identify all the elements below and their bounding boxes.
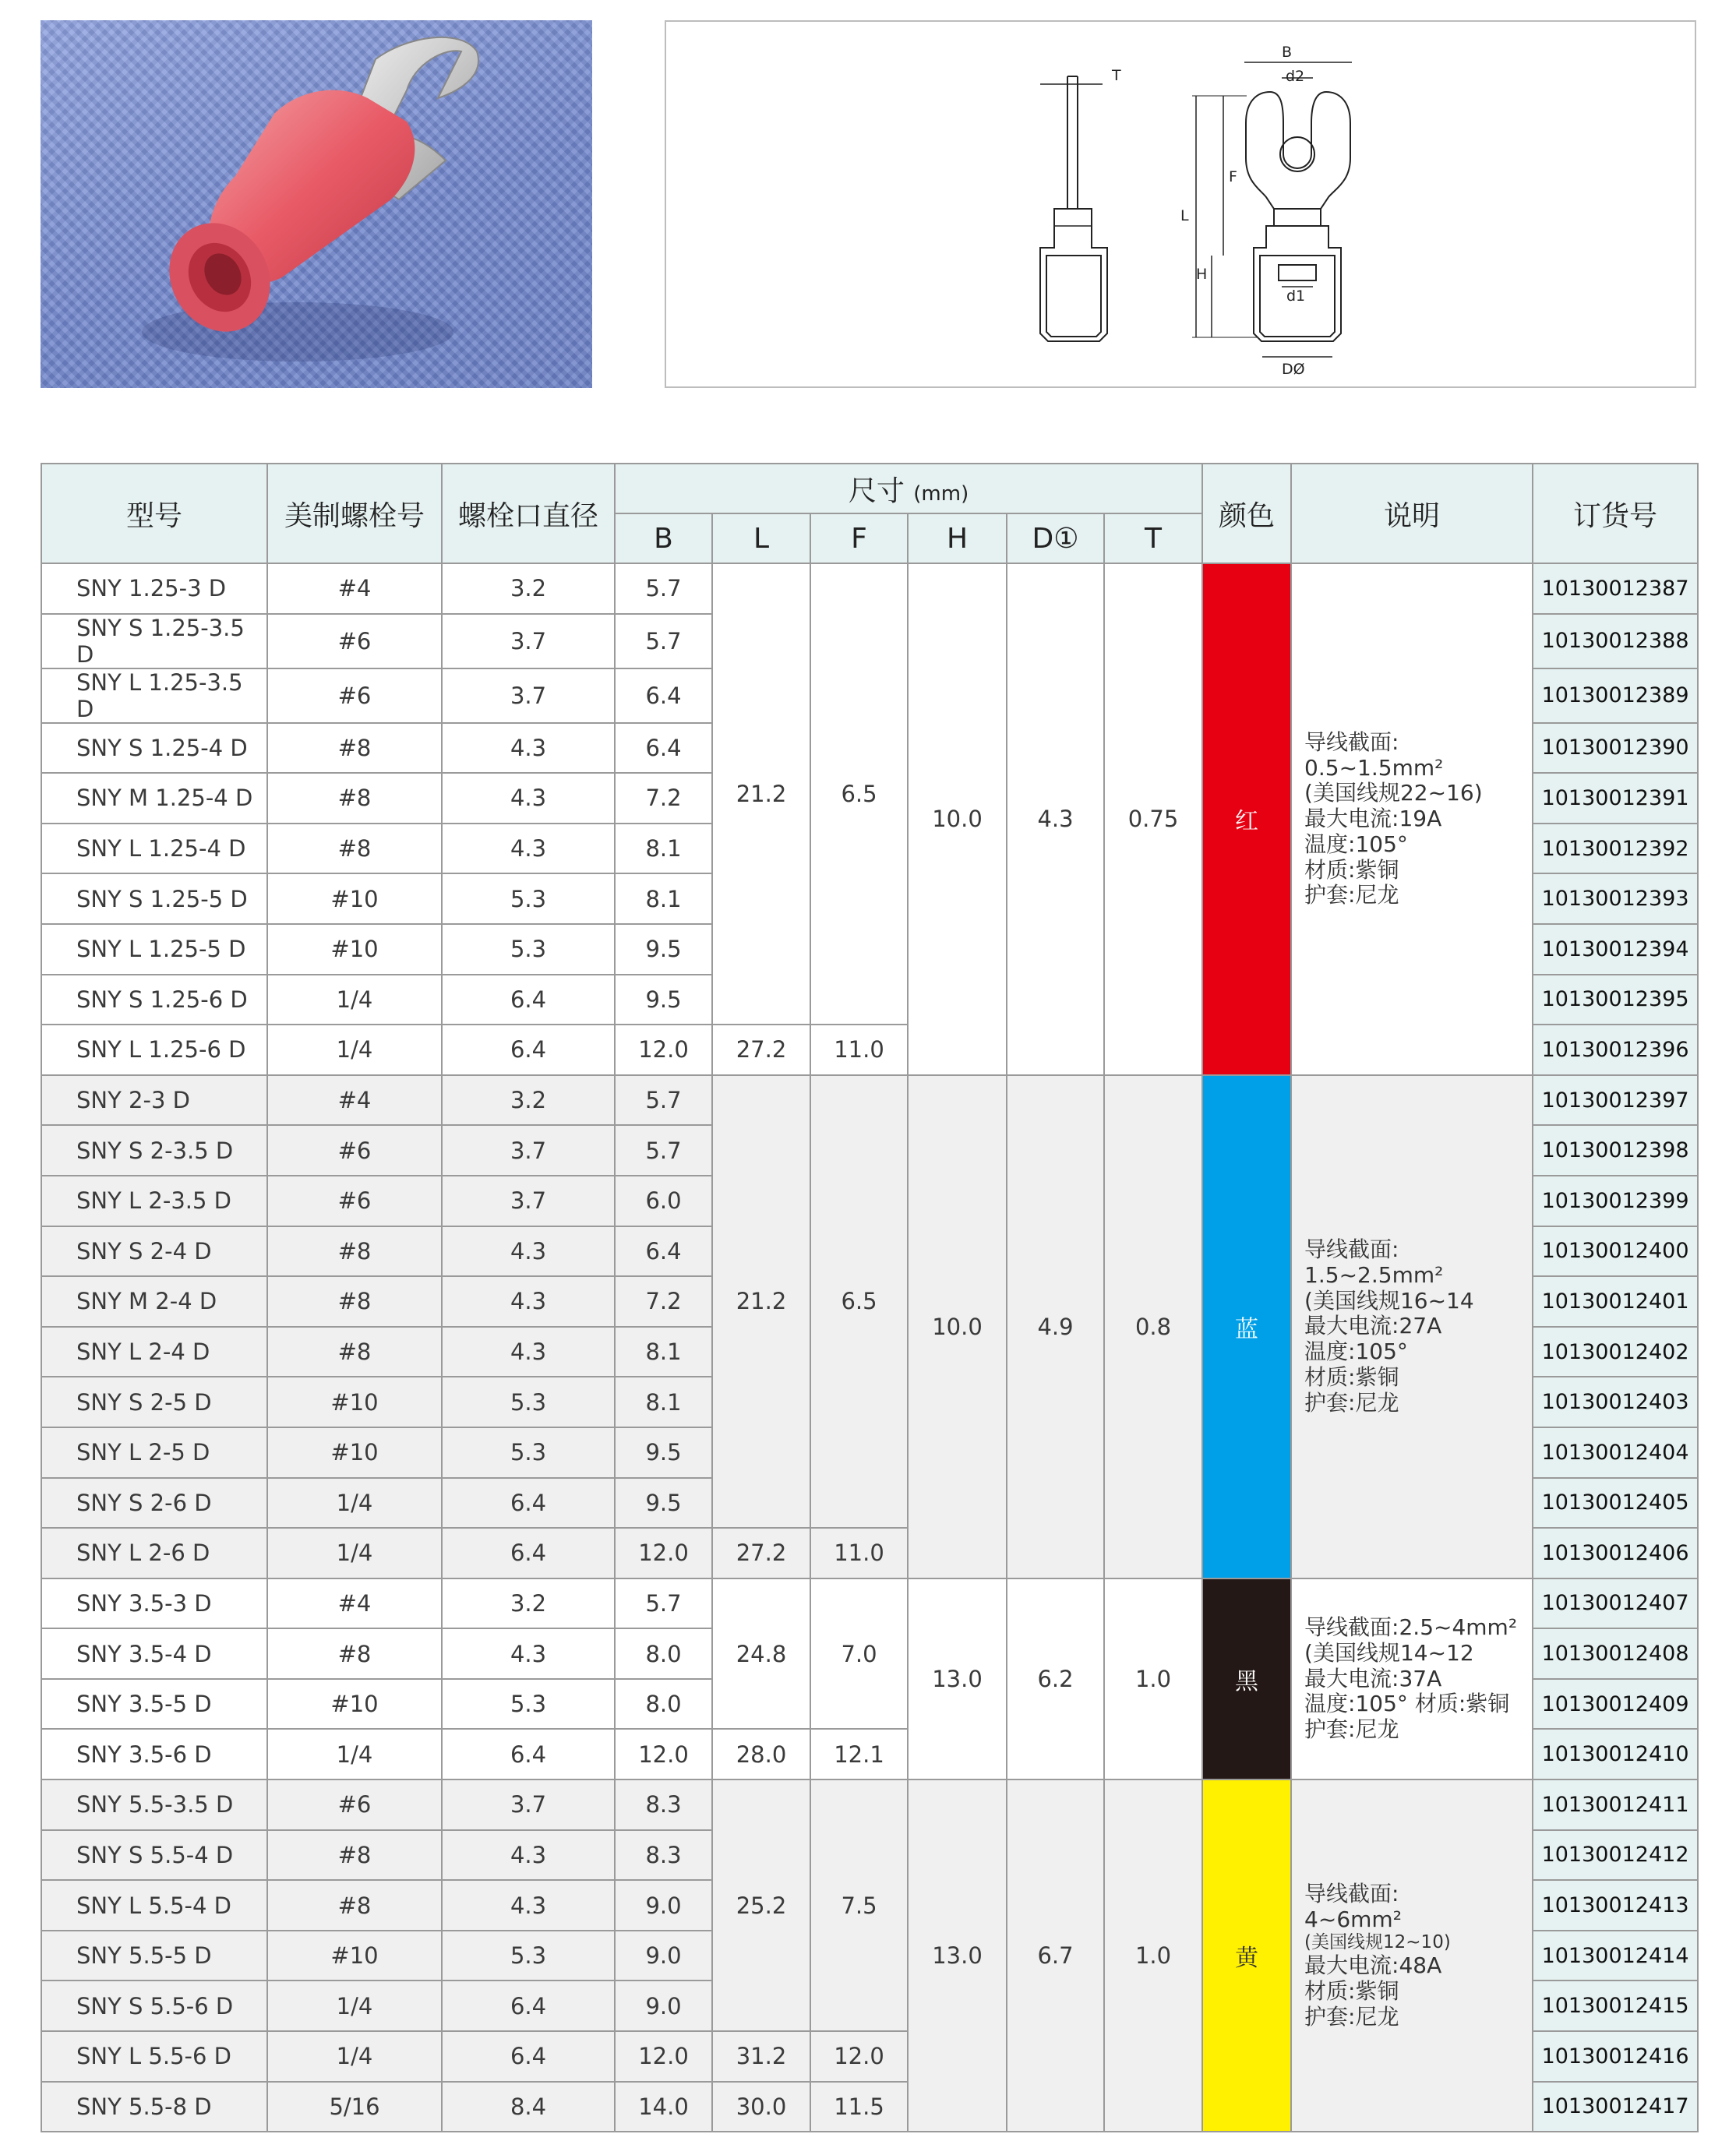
us-bolt-cell: #10 <box>267 1377 442 1427</box>
order-number-cell: 10130012414 <box>1533 1931 1698 1981</box>
bolt-dia-cell: 4.3 <box>442 1226 615 1277</box>
model-cell: SNY 2-3 D <box>41 1075 267 1126</box>
description-line: 温度:105° <box>1304 831 1408 857</box>
dim-B-cell: 8.3 <box>615 1830 712 1881</box>
table-row <box>41 1578 1698 1629</box>
model-cell: SNY S 1.25-5 D <box>41 873 267 924</box>
dim-L-cell: 30.0 <box>712 2082 810 2132</box>
bolt-dia-cell: 4.3 <box>442 723 615 774</box>
bolt-dia-cell: 3.7 <box>442 1176 615 1226</box>
dim-L-cell: 27.2 <box>712 1528 810 1578</box>
dim-B-cell: 12.0 <box>615 1528 712 1578</box>
order-number-cell: 10130012391 <box>1533 773 1698 824</box>
dim-T-cell: 0.8 <box>1104 1075 1202 1578</box>
header-color: 颜色 <box>1202 464 1291 563</box>
dim-H-cell: 10.0 <box>908 563 1007 1075</box>
product-photo <box>41 20 592 388</box>
dim-H-cell: 10.0 <box>908 1075 1007 1578</box>
bolt-dia-cell: 3.7 <box>442 668 615 723</box>
dim-B-cell: 6.4 <box>615 668 712 723</box>
bolt-dia-cell: 3.7 <box>442 1779 615 1830</box>
model-cell: SNY S 1.25-3.5 D <box>41 614 267 668</box>
dim-B-cell: 9.5 <box>615 924 712 975</box>
terminal-dimension-diagram <box>666 22 1698 390</box>
order-number-cell: 10130012394 <box>1533 924 1698 975</box>
us-bolt-cell: #8 <box>267 1830 442 1881</box>
model-cell: SNY S 2-4 D <box>41 1226 267 1277</box>
dim-B-cell: 9.5 <box>615 1427 712 1478</box>
dim-B-cell: 7.2 <box>615 1276 712 1327</box>
us-bolt-cell: 1/4 <box>267 1478 442 1529</box>
label-d2: d2 <box>1286 68 1305 85</box>
description-line: 1.5~2.5mm² <box>1304 1261 1444 1288</box>
header-bolt-dia: 螺栓口直径 <box>442 464 615 563</box>
dim-F-cell: 7.0 <box>810 1578 908 1730</box>
bolt-dia-cell: 6.4 <box>442 1981 615 2031</box>
dim-B-cell: 8.1 <box>615 824 712 874</box>
header-dimensions <box>615 464 1202 513</box>
dim-B-cell: 6.0 <box>615 1176 712 1226</box>
model-cell: SNY 3.5-5 D <box>41 1679 267 1730</box>
model-cell: SNY M 2-4 D <box>41 1276 267 1327</box>
description-line: 最大电流:48A <box>1304 1952 1442 1979</box>
bolt-dia-cell: 5.3 <box>442 873 615 924</box>
description-cell <box>1291 1075 1533 1578</box>
dim-B-cell: 5.7 <box>615 563 712 614</box>
bolt-dia-cell: 6.4 <box>442 1478 615 1529</box>
label-B: B <box>1282 44 1293 61</box>
order-number-cell: 10130012411 <box>1533 1779 1698 1830</box>
dim-B-cell: 5.7 <box>615 1125 712 1176</box>
label-L: L <box>1180 207 1189 224</box>
bolt-dia-cell: 6.4 <box>442 1528 615 1578</box>
dim-B-cell: 8.1 <box>615 1327 712 1377</box>
dim-D-cell: 6.2 <box>1007 1578 1104 1779</box>
description-line: 温度:105° 材质:紫铜 <box>1304 1691 1510 1717</box>
description-line: (美国线规16~14 <box>1304 1287 1474 1314</box>
us-bolt-cell: #10 <box>267 1931 442 1981</box>
header-us-bolt: 美制螺栓号 <box>267 464 442 563</box>
order-number-cell: 10130012402 <box>1533 1327 1698 1377</box>
dim-B-cell: 7.2 <box>615 773 712 824</box>
description-line: 最大电流:19A <box>1304 806 1442 831</box>
description-line: 最大电流:37A <box>1304 1665 1442 1691</box>
description-cell <box>1291 1779 1533 2132</box>
us-bolt-cell: #6 <box>267 614 442 668</box>
us-bolt-cell: #8 <box>267 773 442 824</box>
table-row <box>41 1779 1698 1830</box>
us-bolt-cell: 1/4 <box>267 1729 442 1779</box>
header-H: H <box>908 513 1007 563</box>
order-number-cell: 10130012389 <box>1533 668 1698 723</box>
bolt-dia-cell: 3.2 <box>442 1075 615 1126</box>
description-line: (美国线规14~12 <box>1304 1639 1474 1666</box>
order-number-cell: 10130012401 <box>1533 1276 1698 1327</box>
dim-B-cell: 8.1 <box>615 1377 712 1427</box>
header-D: D① <box>1007 513 1104 563</box>
description-line: 0.5~1.5mm² <box>1304 754 1444 781</box>
description-cell <box>1291 563 1533 1075</box>
model-cell: SNY L 5.5-6 D <box>41 2031 267 2082</box>
model-cell: SNY L 2-5 D <box>41 1427 267 1478</box>
bolt-dia-cell: 5.3 <box>442 924 615 975</box>
dim-F-cell: 11.0 <box>810 1528 908 1578</box>
bolt-dia-cell: 5.3 <box>442 1427 615 1478</box>
bolt-dia-cell: 4.3 <box>442 1830 615 1881</box>
bolt-dia-cell: 4.3 <box>442 824 615 874</box>
bolt-dia-cell: 6.4 <box>442 2031 615 2082</box>
dim-H-cell: 13.0 <box>908 1578 1007 1779</box>
description-line: 最大电流:27A <box>1304 1313 1442 1339</box>
order-number-cell: 10130012410 <box>1533 1729 1698 1779</box>
bolt-dia-cell: 4.3 <box>442 1880 615 1931</box>
us-bolt-cell: 1/4 <box>267 2031 442 2082</box>
dim-B-cell: 6.4 <box>615 723 712 774</box>
model-cell: SNY S 2-3.5 D <box>41 1125 267 1176</box>
description-line: 温度:105° <box>1304 1339 1408 1365</box>
model-cell: SNY 1.25-3 D <box>41 563 267 614</box>
model-cell: SNY M 1.25-4 D <box>41 773 267 824</box>
order-number-cell: 10130012408 <box>1533 1628 1698 1679</box>
header-L: L <box>712 513 810 563</box>
order-number-cell: 10130012390 <box>1533 723 1698 774</box>
header-dimensions-label: 尺寸 <box>848 474 905 507</box>
dim-B-cell: 14.0 <box>615 2082 712 2132</box>
bolt-dia-cell: 4.3 <box>442 773 615 824</box>
bolt-dia-cell: 3.7 <box>442 1125 615 1176</box>
bolt-dia-cell: 6.4 <box>442 1729 615 1779</box>
bolt-dia-cell: 3.7 <box>442 614 615 668</box>
us-bolt-cell: #8 <box>267 1327 442 1377</box>
description-line: 材质:紫铜 <box>1304 1977 1399 2004</box>
bolt-dia-cell: 5.3 <box>442 1377 615 1427</box>
order-number-cell: 10130012404 <box>1533 1427 1698 1478</box>
description-line: 导线截面: <box>1304 1236 1399 1263</box>
dim-B-cell: 5.7 <box>615 1075 712 1126</box>
order-number-cell: 10130012387 <box>1533 563 1698 614</box>
model-cell: SNY L 5.5-4 D <box>41 1880 267 1931</box>
order-number-cell: 10130012416 <box>1533 2031 1698 2082</box>
us-bolt-cell: #10 <box>267 873 442 924</box>
us-bolt-cell: #6 <box>267 1176 442 1226</box>
dim-D-cell: 6.7 <box>1007 1779 1104 2132</box>
dim-T-cell: 0.75 <box>1104 563 1202 1075</box>
label-F: F <box>1229 168 1237 185</box>
bolt-dia-cell: 3.2 <box>442 563 615 614</box>
group-4 <box>41 1779 1698 2132</box>
us-bolt-cell: #4 <box>267 1075 442 1126</box>
header-dimensions-unit: (mm) <box>913 481 969 506</box>
us-bolt-cell: 5/16 <box>267 2082 442 2132</box>
dim-B-cell: 12.0 <box>615 2031 712 2082</box>
group-2 <box>41 1075 1698 1578</box>
label-T: T <box>1112 67 1121 84</box>
us-bolt-cell: #10 <box>267 1679 442 1730</box>
dim-L-cell: 24.8 <box>712 1578 810 1730</box>
dim-T-cell: 1.0 <box>1104 1578 1202 1779</box>
order-number-cell: 10130012409 <box>1533 1679 1698 1730</box>
dim-H-cell: 13.0 <box>908 1779 1007 2132</box>
us-bolt-cell: #8 <box>267 1226 442 1277</box>
us-bolt-cell: #6 <box>267 1779 442 1830</box>
bolt-dia-cell: 5.3 <box>442 1679 615 1730</box>
order-number-cell: 10130012415 <box>1533 1981 1698 2031</box>
us-bolt-cell: #8 <box>267 824 442 874</box>
dim-B-cell: 5.7 <box>615 614 712 668</box>
label-H: H <box>1196 266 1208 283</box>
model-cell: SNY S 1.25-4 D <box>41 723 267 774</box>
dim-B-cell: 9.0 <box>615 1981 712 2031</box>
order-number-cell: 10130012392 <box>1533 824 1698 874</box>
dim-B-cell: 8.0 <box>615 1679 712 1730</box>
us-bolt-cell: #8 <box>267 1276 442 1327</box>
order-number-cell: 10130012412 <box>1533 1830 1698 1881</box>
description-line: 4~6mm² <box>1304 1906 1402 1932</box>
order-number-cell: 10130012403 <box>1533 1377 1698 1427</box>
order-number-cell: 10130012397 <box>1533 1075 1698 1126</box>
model-cell: SNY L 1.25-4 D <box>41 824 267 874</box>
description-line: 护套:尼龙 <box>1304 882 1399 908</box>
us-bolt-cell: #10 <box>267 1427 442 1478</box>
dimension-drawing <box>665 20 1696 388</box>
us-bolt-cell: #4 <box>267 563 442 614</box>
label-d1: d1 <box>1286 287 1306 305</box>
description-line: 护套:尼龙 <box>1304 2003 1399 2030</box>
model-cell: SNY L 1.25-5 D <box>41 924 267 975</box>
order-number-cell: 10130012413 <box>1533 1880 1698 1931</box>
model-cell: SNY L 1.25-6 D <box>41 1025 267 1075</box>
order-number-cell: 10130012393 <box>1533 873 1698 924</box>
order-number-cell: 10130012407 <box>1533 1578 1698 1629</box>
group-1 <box>41 563 1698 1075</box>
order-number-cell: 10130012400 <box>1533 1226 1698 1277</box>
order-number-cell: 10130012396 <box>1533 1025 1698 1075</box>
us-bolt-cell: 1/4 <box>267 975 442 1025</box>
dim-B-cell: 9.5 <box>615 975 712 1025</box>
label-D: DØ <box>1282 361 1305 378</box>
us-bolt-cell: #6 <box>267 1125 442 1176</box>
dim-F-cell: 6.5 <box>810 1075 908 1528</box>
description-cell <box>1291 1578 1533 1779</box>
dim-L-cell: 21.2 <box>712 1075 810 1528</box>
description-line: 导线截面: <box>1304 1880 1399 1906</box>
dim-L-cell: 27.2 <box>712 1025 810 1075</box>
description-line: 护套:尼龙 <box>1304 1716 1399 1742</box>
order-number-cell: 10130012399 <box>1533 1176 1698 1226</box>
description-line: 材质:紫铜 <box>1304 1363 1399 1390</box>
model-cell: SNY 3.5-4 D <box>41 1628 267 1679</box>
dim-B-cell: 8.0 <box>615 1628 712 1679</box>
dim-B-cell: 12.0 <box>615 1729 712 1779</box>
dim-L-cell: 25.2 <box>712 1779 810 2031</box>
order-number-cell: 10130012417 <box>1533 2082 1698 2132</box>
model-cell: SNY 5.5-5 D <box>41 1931 267 1981</box>
header-desc: 说明 <box>1291 464 1533 563</box>
dim-D-cell: 4.9 <box>1007 1075 1104 1578</box>
model-cell: SNY L 1.25-3.5 D <box>41 668 267 723</box>
us-bolt-cell: #8 <box>267 723 442 774</box>
us-bolt-cell: 1/4 <box>267 1981 442 2031</box>
model-cell: SNY S 1.25-6 D <box>41 975 267 1025</box>
bolt-dia-cell: 8.4 <box>442 2082 615 2132</box>
dim-B-cell: 6.4 <box>615 1226 712 1277</box>
model-cell: SNY S 5.5-4 D <box>41 1830 267 1881</box>
bolt-dia-cell: 4.3 <box>442 1628 615 1679</box>
us-bolt-cell: #6 <box>267 668 442 723</box>
model-cell: SNY S 2-6 D <box>41 1478 267 1529</box>
dim-B-cell: 9.5 <box>615 1478 712 1529</box>
order-number-cell: 10130012406 <box>1533 1528 1698 1578</box>
bolt-dia-cell: 3.2 <box>442 1578 615 1629</box>
color-swatch: 蓝 <box>1202 1075 1291 1578</box>
dim-B-cell: 5.7 <box>615 1578 712 1629</box>
table-row <box>41 1075 1698 1126</box>
us-bolt-cell: #8 <box>267 1880 442 1931</box>
model-cell: SNY 3.5-6 D <box>41 1729 267 1779</box>
dim-D-cell: 4.3 <box>1007 563 1104 1075</box>
spec-table <box>41 463 1699 2132</box>
model-cell: SNY L 2-4 D <box>41 1327 267 1377</box>
group-3 <box>41 1578 1698 1779</box>
bolt-dia-cell: 4.3 <box>442 1276 615 1327</box>
dim-B-cell: 8.3 <box>615 1779 712 1830</box>
model-cell: SNY S 2-5 D <box>41 1377 267 1427</box>
order-number-cell: 10130012388 <box>1533 614 1698 668</box>
header-B: B <box>615 513 712 563</box>
dim-B-cell: 8.1 <box>615 873 712 924</box>
dim-T-cell: 1.0 <box>1104 1779 1202 2132</box>
dim-B-cell: 9.0 <box>615 1880 712 1931</box>
header-T: T <box>1104 513 1202 563</box>
dim-B-cell: 12.0 <box>615 1025 712 1075</box>
description-line: 导线截面: <box>1304 728 1399 755</box>
model-cell: SNY S 5.5-6 D <box>41 1981 267 2031</box>
order-number-cell: 10130012405 <box>1533 1478 1698 1529</box>
us-bolt-cell: #8 <box>267 1628 442 1679</box>
us-bolt-cell: 1/4 <box>267 1528 442 1578</box>
spade-terminal-illustration <box>41 20 592 388</box>
dim-B-cell: 9.0 <box>615 1931 712 1981</box>
description-line: 材质:紫铜 <box>1304 856 1399 883</box>
dim-F-cell: 11.5 <box>810 2082 908 2132</box>
dim-F-cell: 12.1 <box>810 1729 908 1779</box>
table-row <box>41 563 1698 614</box>
description-line: 护套:尼龙 <box>1304 1389 1399 1416</box>
description-line: (美国线规22~16) <box>1304 780 1483 806</box>
model-cell: SNY 5.5-8 D <box>41 2082 267 2132</box>
us-bolt-cell: 1/4 <box>267 1025 442 1075</box>
dim-F-cell: 12.0 <box>810 2031 908 2082</box>
model-cell: SNY L 2-6 D <box>41 1528 267 1578</box>
model-cell: SNY L 2-3.5 D <box>41 1176 267 1226</box>
color-swatch: 黑 <box>1202 1578 1291 1779</box>
bolt-dia-cell: 6.4 <box>442 1025 615 1075</box>
us-bolt-cell: #10 <box>267 924 442 975</box>
dim-L-cell: 28.0 <box>712 1729 810 1779</box>
bolt-dia-cell: 5.3 <box>442 1931 615 1981</box>
dim-F-cell: 7.5 <box>810 1779 908 2031</box>
description-line: (美国线规12~10) <box>1304 1932 1451 1953</box>
model-cell: SNY 3.5-3 D <box>41 1578 267 1629</box>
model-cell: SNY 5.5-3.5 D <box>41 1779 267 1830</box>
bolt-dia-cell: 6.4 <box>442 975 615 1025</box>
bolt-dia-cell: 4.3 <box>442 1327 615 1377</box>
header-model: 型号 <box>41 464 267 563</box>
order-number-cell: 10130012395 <box>1533 975 1698 1025</box>
color-swatch: 黄 <box>1202 1779 1291 2132</box>
header-F: F <box>810 513 908 563</box>
order-number-cell: 10130012398 <box>1533 1125 1698 1176</box>
dim-L-cell: 21.2 <box>712 563 810 1025</box>
dim-F-cell: 6.5 <box>810 563 908 1025</box>
color-swatch: 红 <box>1202 563 1291 1075</box>
description-line: 导线截面:2.5~4mm² <box>1304 1614 1518 1640</box>
dim-F-cell: 11.0 <box>810 1025 908 1075</box>
header-order: 订货号 <box>1533 464 1698 563</box>
us-bolt-cell: #4 <box>267 1578 442 1629</box>
dim-L-cell: 31.2 <box>712 2031 810 2082</box>
